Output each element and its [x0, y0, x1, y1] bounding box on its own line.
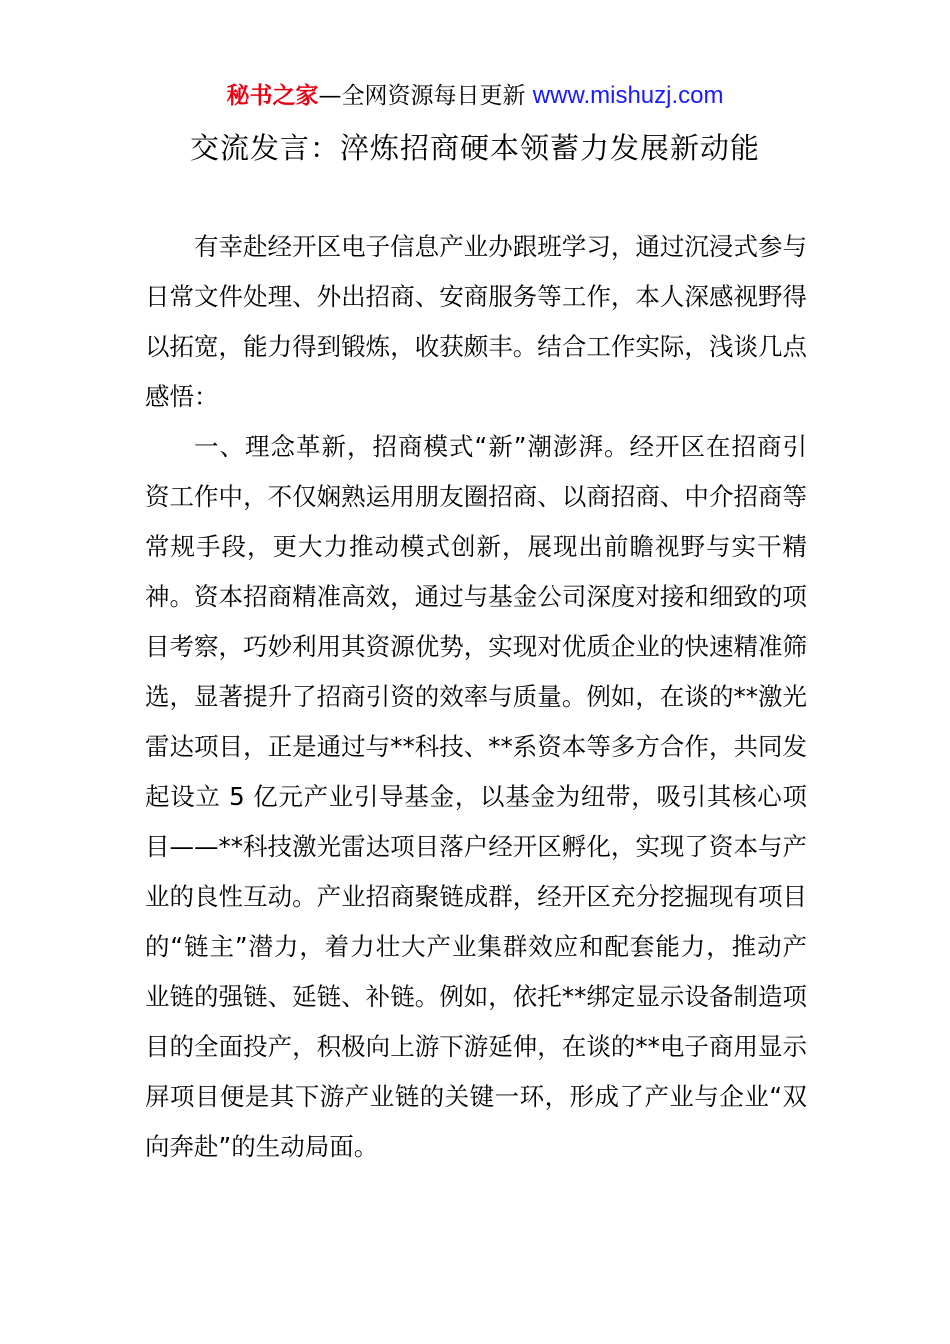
document-body: [145, 222, 807, 1172]
site-tagline: —全网资源每日更新: [318, 83, 533, 109]
document-title: 交流发言：淬炼招商硬本领蓄力发展新动能: [189, 131, 760, 165]
paragraph-section-one: 一、理念革新，招商模式“新”潮澎湃。经开区在招商引资工作中，不仅娴熟运用朋友圈招商、以商招商、中介招商等常规手段，更大力推动模式创新，展现出前瞻视野与实干精神。资本招商精准高效，通过与基金公司深度对接和细致的项目考察，巧妙利用其资源优势，实现对优质企业的快速精准筛选，显著提升了招商引资的效率与质量。例如，在谈的**激光雷达项目，正是通过与**科技、**系资本等多方合作，共同发起设立 5 亿元产业引导基金，以基金为纽带，吸引其核心项目——**科技激光雷达项目落户经开区孵化，实现了资本与产业的良性互动。产业招商聚链成群，经开区充分挖掘现有项目的“链主”潜力，着力壮大产业集群效应和配套能力，推动产业链的强链、延链、补链。例如，依托**绑定显示设备制造项目的全面投产，积极向上游下游延伸，在谈的**电子商用显示屏项目便是其下游产业链的关键一环，形成了产业与企业“双向奔赴”的生动局面。: [145, 432, 807, 1161]
paragraph-intro: 有幸赴经开区电子信息产业办跟班学习，通过沉浸式参与日常文件处理、外出招商、安商服务等工作，本人深感视野得以拓宽，能力得到锻炼，收获颇丰。结合工作实际，浅谈几点感悟：: [145, 232, 807, 411]
site-url-link[interactable]: www.mishuzj.com: [532, 82, 724, 109]
site-header: [0, 80, 950, 112]
site-brand: 秘书之家: [226, 83, 319, 109]
